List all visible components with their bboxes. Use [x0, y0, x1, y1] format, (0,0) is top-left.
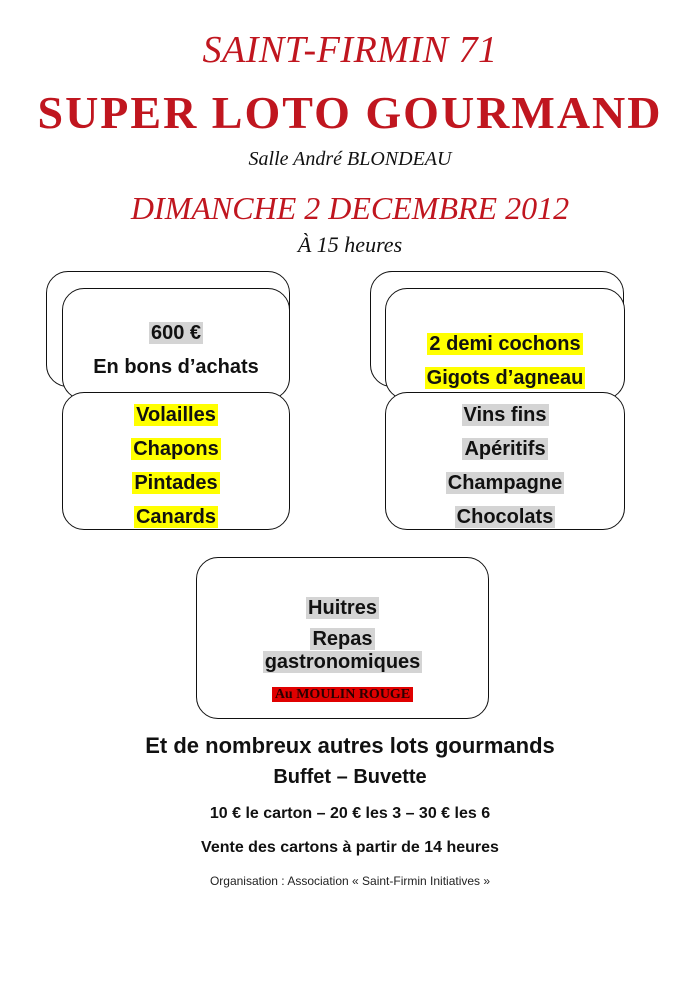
prize-item: 2 demi cochons: [429, 333, 581, 355]
more-prizes-text: Et de nombreux autres lots gourmands: [145, 733, 555, 758]
sales-text: Vente des cartons à partir de 14 heures: [201, 839, 499, 856]
restaurant-badge: Au MOULIN ROUGE: [272, 687, 413, 702]
prize-item: Canards: [135, 506, 217, 528]
prize-item: gastronomiques: [264, 651, 421, 673]
organizer-text: Organisation : Association « Saint-Firmin Initiatives »: [209, 874, 491, 888]
center-prize-box: [196, 557, 489, 719]
prize-amount: 600 €: [150, 322, 202, 344]
left-bottom-box: [62, 392, 290, 530]
prize-item: Volailles: [136, 404, 216, 426]
prize-item: Pintades: [134, 472, 218, 494]
prize-item: Vins fins: [463, 404, 547, 426]
right-bottom-box: [385, 392, 625, 530]
right-top-box: [385, 288, 625, 400]
prize-item: Chocolats: [456, 506, 554, 528]
prize-item: Gigots d’agneau: [426, 367, 584, 389]
prize-item: Chapons: [133, 438, 219, 460]
event-time: À 15 heures: [297, 232, 403, 257]
left-top-box: [62, 288, 290, 400]
prices-text: 10 € le carton – 20 € les 3 – 30 € les 6: [209, 805, 491, 822]
event-title: SUPER LOTO GOURMAND: [37, 87, 663, 138]
prize-item: Champagne: [447, 472, 563, 494]
prize-item: Huitres: [308, 597, 377, 619]
venue-text: Salle André BLONDEAU: [248, 148, 452, 170]
prize-item: Apéritifs: [464, 438, 546, 460]
prize-vouchers: En bons d’achats: [93, 356, 259, 378]
prize-item: Repas: [312, 628, 373, 650]
event-date: DIMANCHE 2 DECEMBRE 2012: [130, 190, 570, 226]
buffet-text: Buffet – Buvette: [273, 766, 427, 788]
town-title: SAINT-FIRMIN 71: [202, 29, 498, 71]
